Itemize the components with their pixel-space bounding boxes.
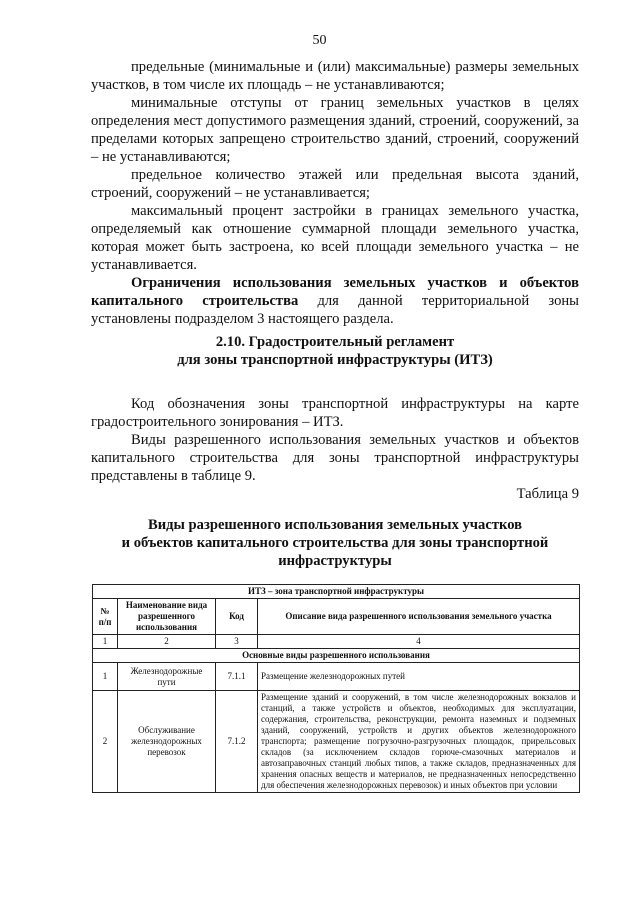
row-code: 7.1.2 — [216, 691, 258, 793]
page-number: 50 — [312, 33, 327, 48]
table-title-line2: и объектов капитального строительства для зоны транспортной — [121, 535, 549, 551]
table-subheader-row — [93, 649, 580, 663]
table-label: Таблица 9 — [516, 486, 579, 502]
colnum-4: 4 — [258, 635, 580, 649]
table-row — [93, 663, 580, 691]
colnum-3: 3 — [216, 635, 258, 649]
section-title — [91, 333, 579, 369]
header-description: Описание вида разрешенного использования земельного участка — [258, 599, 580, 635]
colnum-1: 1 — [93, 635, 118, 649]
paragraph-plot-size: предельные (минимальные и (или) максимальные) размеры земельных участков, в том числе их площадь – не устанавливаются; — [91, 59, 579, 93]
zone-header-cell: ИТЗ – зона транспортной инфраструктуры — [93, 585, 580, 599]
section-title-line2: для зоны транспортной инфраструктуры (ИТЗ) — [177, 352, 493, 368]
row-name: Обслуживание железнодорожных перевозок — [118, 691, 216, 793]
table-colnum-row — [93, 635, 580, 649]
row-number: 2 — [93, 691, 118, 793]
paragraph-setbacks: минимальные отступы от границ земельных участков в целях определения мест допустимого размещения зданий, строений, сооружений, за пределами которых запрещено строительство зданий, строений, сооружений – не устанавливаются; — [91, 95, 579, 165]
paragraph-table-ref: Виды разрешенного использования земельных участков и объектов капитального строительства для зоны транспортной инфраструктуры представлены в таблице 9. — [91, 432, 579, 484]
paragraph-floors: предельное количество этажей или предельная высота зданий, строений, сооружений – не устанавливается; — [91, 167, 579, 201]
paragraph-restrictions — [91, 274, 579, 328]
table-title — [91, 516, 579, 570]
permitted-use-table — [92, 584, 580, 793]
paragraph-zone-code: Код обозначения зоны транспортной инфраструктуры на карте градостроительного зонирования – ИТЗ. — [91, 396, 579, 430]
table-row — [93, 691, 580, 793]
subheader-cell: Основные виды разрешенного использования — [93, 649, 580, 663]
regulation-paragraphs — [91, 58, 579, 328]
row-number: 1 — [93, 663, 118, 691]
intro-paragraphs — [91, 395, 579, 485]
table-zone-row — [93, 585, 580, 599]
row-description: Размещение железнодорожных путей — [258, 663, 580, 691]
paragraph-building-percent: максимальный процент застройки в границах земельного участка, определяемый как отношение суммарной площади земельного участка, которая может быть застроена, ко всей площади земельного участка – не устанавливается. — [91, 203, 579, 273]
restriction-bold: Ограничения использования земельных участков и объектов капитального строительства — [91, 275, 579, 309]
row-description: Размещение зданий и сооружений, в том числе железнодорожных вокзалов и станций, а также устройств и объектов, необходимых для эксплуатации, содержания, строительства, реконструкции, ремонта наземных и подземных зданий, сооружений, устройств и других объектов железнодорожного транспорта; размещение погрузочно-разгрузочных площадок, прирельсовых складов (за исключением складов горюче-смазочных материалов и автозаправочных станций любых типов, а также складов, предназначенных для хранения опасных веществ и материалов, не предназначенных непосредственно для обеспечения железнодорожных перевозок) и иных объектов при условии — [258, 691, 580, 793]
table-title-line1: Виды разрешенного использования земельных участков — [147, 517, 523, 533]
table-title-line3: инфраструктуры — [278, 553, 392, 569]
header-number: № п/п — [93, 599, 118, 635]
row-name: Железнодорожные пути — [118, 663, 216, 691]
row-code: 7.1.1 — [216, 663, 258, 691]
colnum-2: 2 — [118, 635, 216, 649]
section-title-line1: 2.10. Градостроительный регламент — [215, 334, 455, 350]
table-header-row — [93, 599, 580, 635]
restriction-rest: для данной территориальной зоны установлены подразделом 3 настоящего раздела. — [91, 293, 579, 327]
header-code: Код — [216, 599, 258, 635]
header-name: Наименование вида разрешенного использования — [118, 599, 216, 635]
